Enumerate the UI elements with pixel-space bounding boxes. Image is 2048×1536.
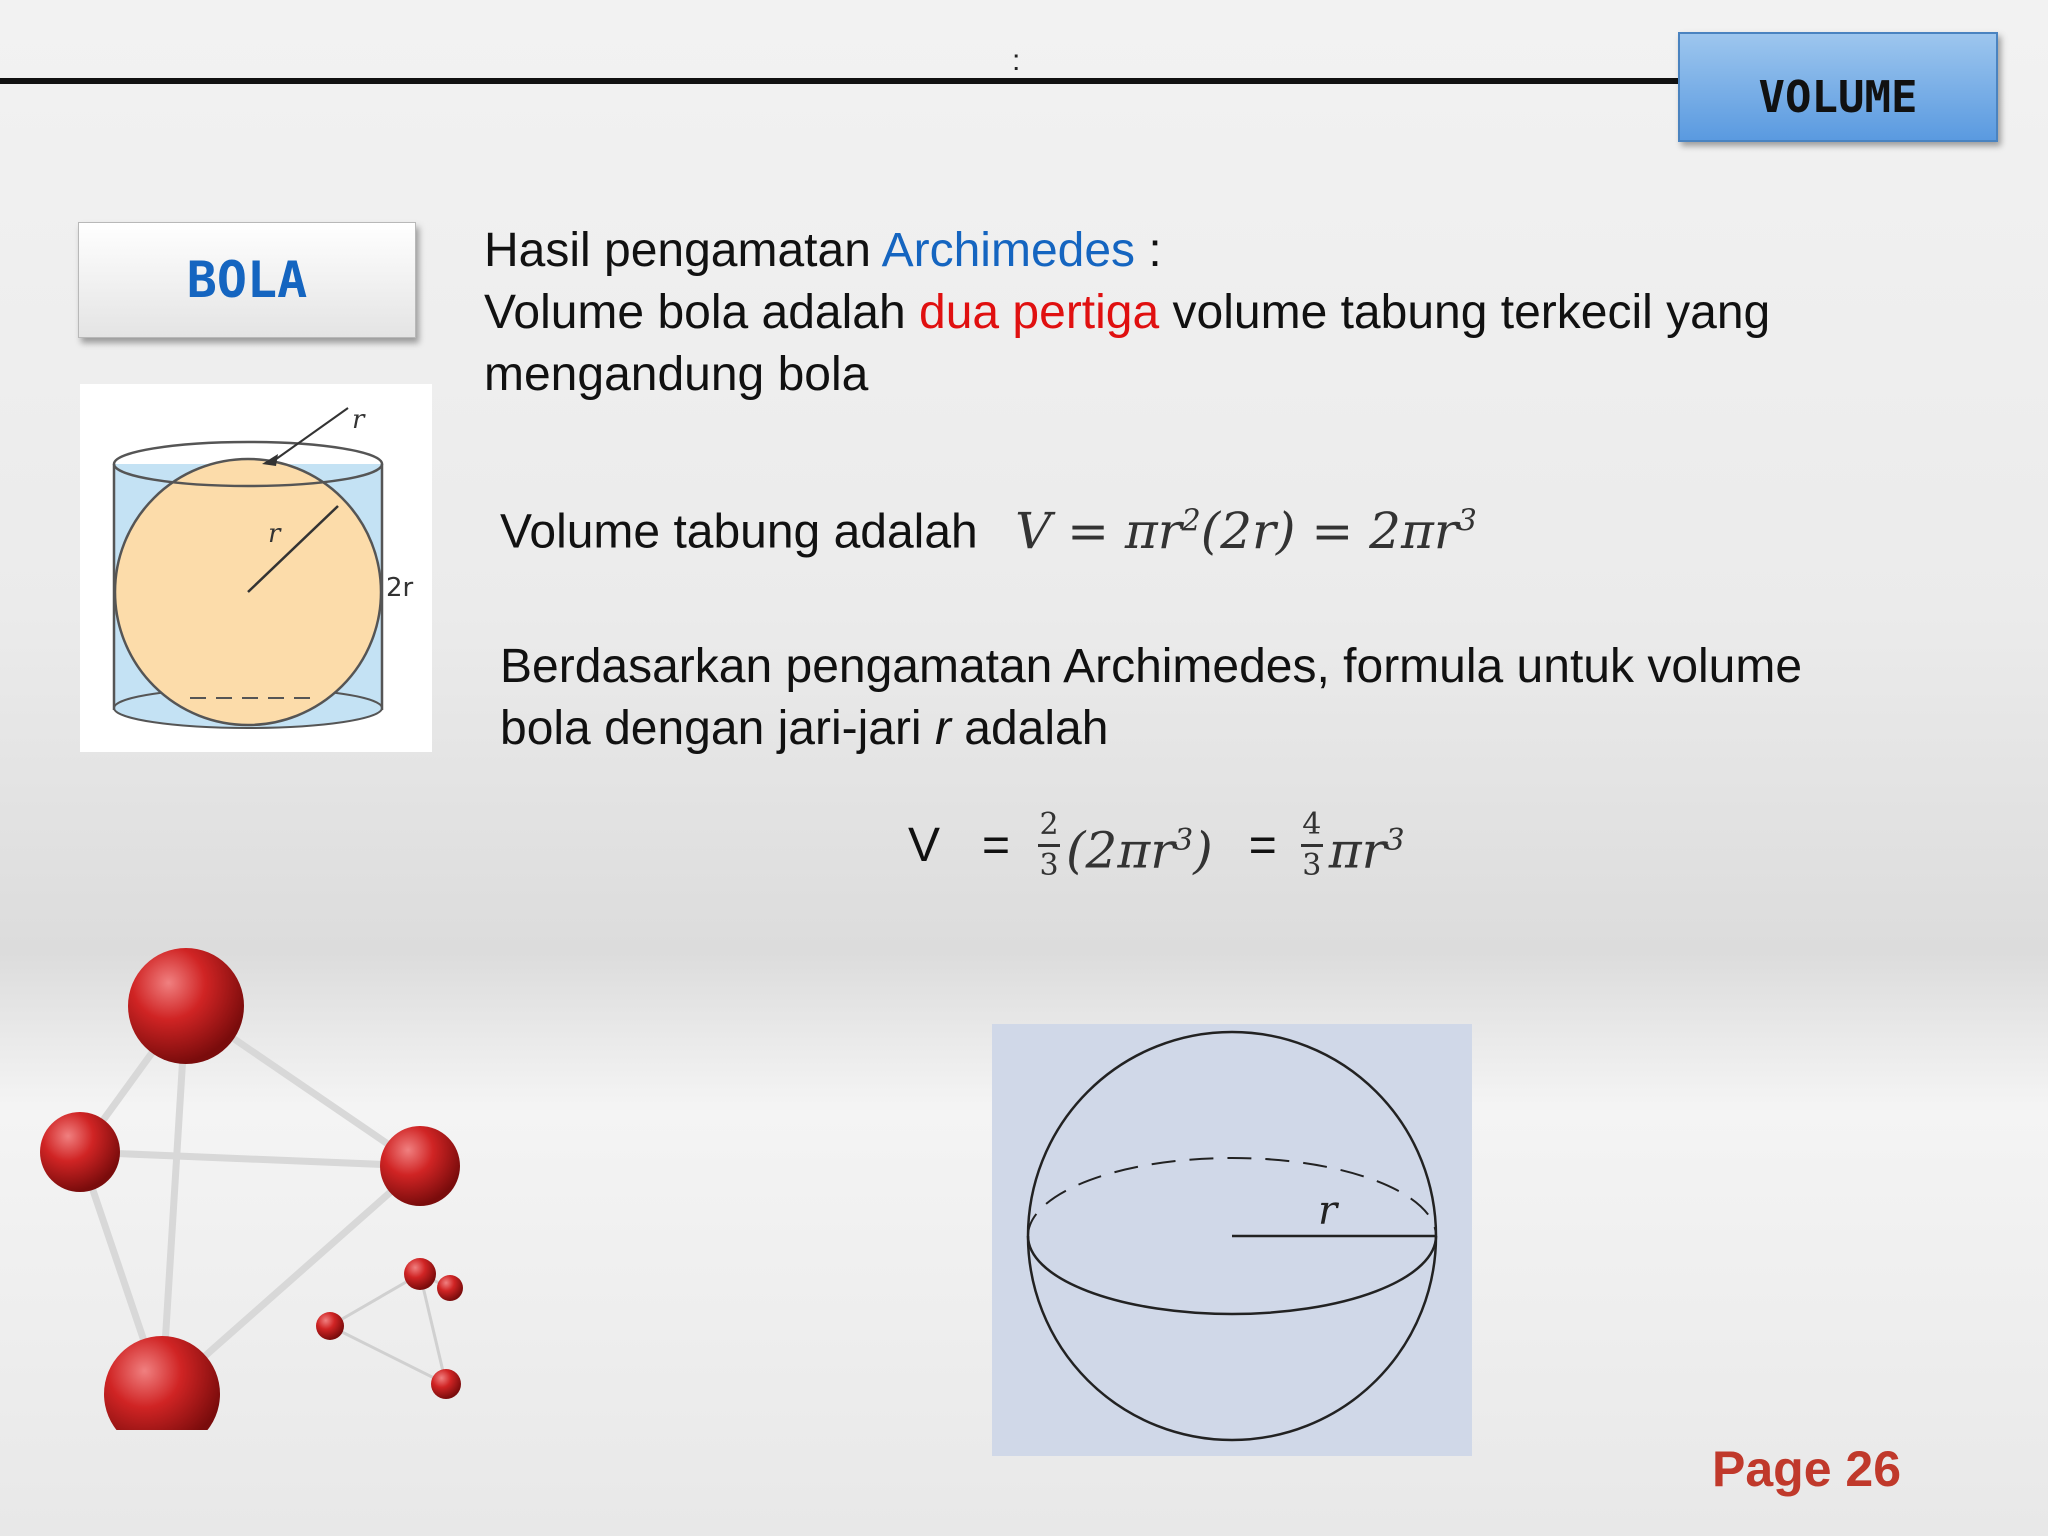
molecule-decoration	[0, 930, 520, 1430]
formula-equals-1: =	[982, 818, 1011, 872]
page-number: Page 26	[1712, 1441, 1902, 1497]
sphere-radius-label: r	[1318, 1188, 1338, 1234]
header-rule	[0, 78, 1680, 84]
observation-line-2: Volume bola adalah dua pertiga volume tabung terkecil yang	[484, 286, 1771, 339]
cylinder-radius-inner-label: r	[268, 519, 281, 549]
formula-equals-2: =	[1248, 818, 1277, 872]
section-label-volume: VOLUME	[1678, 32, 1998, 142]
radius-variable: r	[934, 702, 951, 755]
sphere-figure	[992, 1024, 1472, 1456]
formula-result-term: $\pi r^3$	[1328, 821, 1405, 880]
fraction-two-thirds: $\frac{2}{3}$	[1039, 807, 1059, 883]
sphere-volume-formula	[908, 808, 1405, 883]
two-thirds-highlight: dua pertiga	[919, 286, 1160, 339]
formula-paren-term: $(2\pi r^3)$	[1066, 821, 1213, 880]
cylinder-height-label: 2r	[386, 573, 414, 603]
archimedes-highlight: Archimedes	[881, 224, 1136, 277]
formula-intro-line-1: Berdasarkan pengamatan Archimedes, formula untuk volume	[500, 640, 1803, 693]
tube-volume-label: Volume tabung adalah	[500, 505, 978, 559]
header-colon: :	[1012, 44, 1021, 77]
observation-paragraph	[484, 220, 1770, 406]
tube-volume-line	[500, 490, 1477, 564]
tube-volume-formula: $V = \pi r^2(2r) = 2\pi r^3$	[1015, 501, 1477, 560]
formula-intro-paragraph	[500, 636, 1802, 760]
observation-line-3: mengandung bola	[484, 348, 869, 401]
cylinder-radius-top-label: r	[352, 405, 365, 435]
formula-intro-line-2: bola dengan jari-jari r adalah	[500, 702, 1109, 755]
observation-line-1: Hasil pengamatan Archimedes :	[484, 224, 1162, 277]
fraction-four-thirds: $\frac{4}{3}$	[1302, 807, 1322, 883]
formula-lhs: V	[908, 818, 941, 872]
cylinder-sphere-figure	[80, 384, 432, 752]
topic-label-bola: BOLA	[78, 222, 416, 338]
